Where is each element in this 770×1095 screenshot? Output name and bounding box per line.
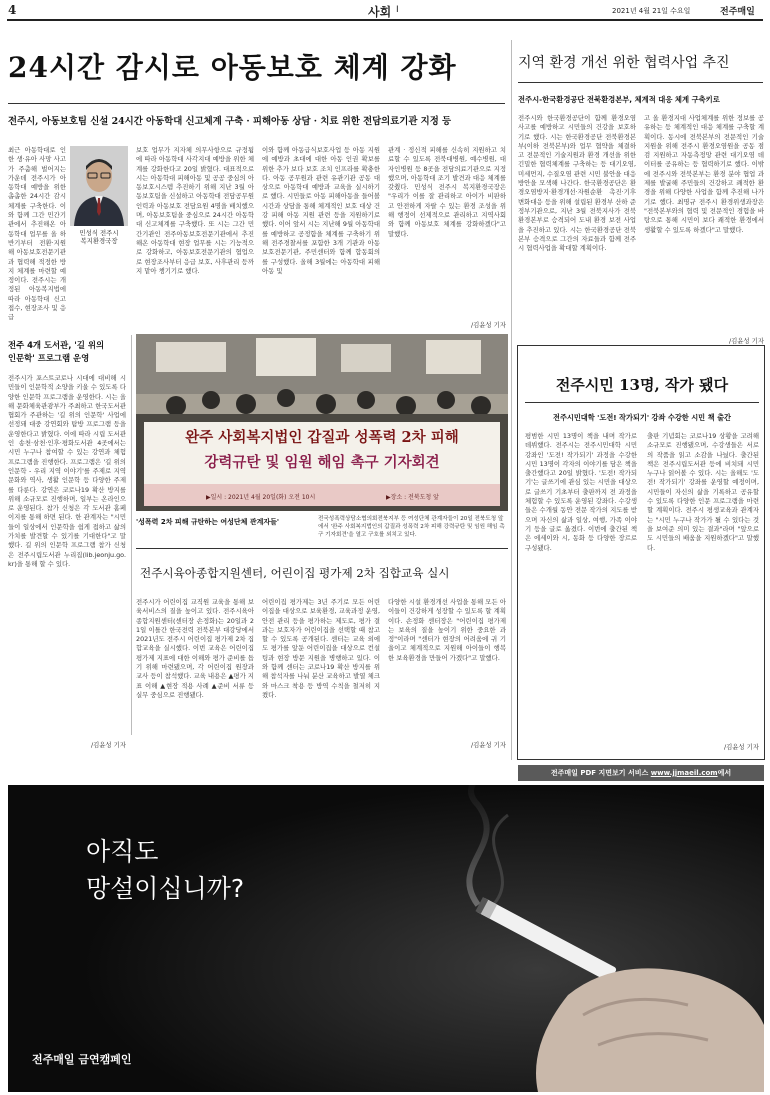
pdf-banner-suffix: 에서 [717, 769, 732, 777]
pdf-service-banner[interactable] [518, 765, 764, 781]
env-col2: 고 올 환경지대 사업체계를 위한 정보를 공유하는 등 체계적인 대응 체계를 구축할 계획이다. 동시에 전북본부의 전문적인 기술지원을 위해 전주시 환경오염원을 공동 점검 지원하고 자동측정망 관련 대기오염 데이터를 공유하는 등 협력하기로 했다. 이밖에 전주시와 전북본부는 환경 분야 협업 과제를 발굴해 주민들의 건강하고 쾌적한 환경을 위해 다양한 사업을 함께 추진해 나가기로 했다. 최명규 전주시 환경위생과장은 "전북본부와의 협력 및 전문적인 경험을 바탕으로 통해 시민이 보다 쾌적한 환경에서 생활할 수 있도록 하겠다"고 말했다. [644, 114, 764, 234]
ad-slogan-line2: 망설이십니까? [86, 874, 245, 903]
childcare-col3: 다양한 시설 환경개선 사업을 통해 모든 아이들이 건강하게 성장할 수 있도록 할 계획이다. 손정화 센터장은 "어린이집 평가제는 보육의 질을 높이기 위한 중요한 과정"이라며 "센터가 현장의 어려움에 귀 기울이고 체계적으로 지원해 아이들이 행복한 보육환경을 만들어 가겠다"고 말했다. [388, 598, 506, 662]
page-number: 4 [8, 3, 17, 17]
portrait-caption [70, 229, 128, 245]
banner-line1: 완주 사회복지법인 갑질과 성폭력 2차 피해 [185, 429, 459, 446]
childcare-headline: 전주시육아종합지원센터, 어린이집 평가제 2차 집합교육 실시 [140, 566, 450, 580]
library-headline-line2: 인문학' 프로그램 운영 [8, 353, 90, 363]
env-headline: 지역 환경 개선 위한 협력사업 추진 [518, 55, 730, 71]
lead-subheadline: 전주시, 아동보호팀 신설 24시간 아동학대 신고체계 구축 · 피해아동 상담 · 치료 위한 전담의료기관 지정 등 [8, 116, 452, 127]
author-col1: 평범한 시민 13명이 책을 내며 작가로 데뷔했다. 전주시는 전주시민대학 시민강좌인 '도전! 작가되기' 과정을 수강한 시민 13명이 각자의 이야기를 담은 책을 출간했다고 20일 밝혔다. '도전! 작가되기'는 글쓰기에 관심 있는 시민을 대상으로 글쓰기 기초부터 출판까지 전 과정을 체험할 수 있도록 운영된 강좌다. 수강생들은 수개월 동안 전문 작가의 지도를 받으며 자신의 삶과 일상, 여행, 가족 이야기 등을 글로 옮겼다. 이번에 출간된 책은 에세이와 시, 동화 등 다양한 장르로 구성됐다. [525, 432, 637, 552]
ad-slogan [86, 833, 244, 907]
left-column-separator [131, 335, 132, 735]
banner-line2: 강력규탄 및 임원 해임 촉구 기자회견 [204, 454, 440, 471]
header-rule [7, 19, 763, 21]
author-col2: 출판 기념회는 코로나19 상황을 고려해 소규모로 진행됐으며, 수강생들은 서로의 작품을 읽고 소감을 나눴다. 출간된 책은 전주시립도서관 등에 비치돼 시민 누구나 읽어볼 수 있다. 시는 올해도 '도전! 작가되기' 강좌를 운영할 예정이며, 시민들이 자신의 삶을 기록하고 공유할 수 있도록 다양한 인문 프로그램을 마련할 계획이다. 전주시 평생교육과 관계자는 "시민 누구나 작가가 될 수 있다는 것을 보여준 의미 있는 결과"라며 "앞으로도 시민들의 배움을 지원하겠다"고 말했다. [647, 432, 759, 552]
env-col1: 전주시와 한국환경공단이 함께 환경오염 사고를 예방하고 시민들의 건강을 보호하기로 했다. 시는 한국환경공단 전북환경본부(이하 전북본부)와 업무 협약을 체결하고 전문적인 기술지원과 환경 개선을 위한 긴밀한 협력체계를 구축하는 등 대기오염, 미세먼지, 수질오염 관련 시민 불안을 대응 방안을 모색해 나간다. 한국환경공단은 환경오염방지·환경개선·자원순환 촉진·기후변화대응 등을 위해 설립된 환경부 산하 준정부기관으로, 지난 3월 전북지사가 전북환경본부로 승격되어 도내 환경 보전 사업을 추진하고 있다. 시는 한국환경공단 전북본부 승격으로 그간의 자료들과 함께 전주시 협력사업을 확대할 계획이다. [518, 114, 636, 253]
lead-col1: 최근 아동학대로 인한 생·유아 사망 사고가 주춤해 벌어지는 가운데 전주시가 아동학대 예방을 위한 촘촘한 24시간 감시체계를 구축한다. 이와 함께 그간 민간기관에서 추진해온 아동학대 업무를 올 하반기부터 전환·지원해 아동보호전문기관과 협력해 적정한 방지 체계를 마련할 예정이다. 전주시는 개정된 아동복지법에 따라 아동학대 신고접수, 현장조사 및 응급 [8, 146, 66, 322]
banner-line4: ▶장소 : 전북도청 앞 [386, 494, 439, 501]
env-subheadline: 전주시-한국환경공단 전북환경본부, 체계적 대응 체계 구축키로 [518, 95, 720, 104]
cigarette-hand-image [8, 785, 764, 1092]
portrait-image [70, 146, 128, 226]
library-body: 전주시가 포스트코로나 시대에 대비해 시민들이 인문학적 소양을 키울 수 있도록 다양한 인문학 프로그램을 운영한다. 시는 올해 문화체육관광부가 주최하고 한국도서관협회가 주관하는 '길 위의 인문학' 사업에 선정돼 대중 강연회와 탐방 프로그램 등을 운영한다고 밝혔다. 이에 따라 시립 도서관인 송천·삼천·인후·평화도서관 4곳에서는 시민 누구나 참여할 수 있는 강연과 체험 프로그램을 진행한다. 프로그램은 '길 위의 인문학 - 우리 지역 이야기'를 주제로 지역 문화와 역사, 생활 인문학 등 다양한 주제를 다룬다. 강연은 코로나19 확산 방지를 위해 소규모로 진행하며, 일부는 온라인으로 운영된다. 참가 신청은 각 도서관 홈페이지를 통해 하면 된다. 한 관계자는 "시민들이 일상에서 인문학을 쉽게 접하고 삶의 가치를 발견할 수 있기를 기대한다"고 말했다. 길 위의 인문학 프로그램 참가 신청은 전주시립도서관 누리집(lib.jeonju.go.kr)을 통해 할 수 있다. [8, 374, 126, 568]
banner-line3: ▶일시 : 2021년 4월 20일(화) 오전 10시 [206, 494, 316, 501]
childcare-byline: /김윤성 기자 [470, 741, 506, 749]
portrait-caption-title: 복지환경국장 [80, 237, 118, 245]
childcare-col2: 어린이집 평가제는 3년 주기로 모든 어린이집을 대상으로 보육환경, 교육과정 운영, 안전 관리 등을 평가하는 제도로, 평가 결과는 보호자가 어린이집을 선택할 때 참고할 수 있도록 공개된다. 센터는 교육 외에도 평가를 앞둔 어린이집을 대상으로 컨설팅과 현장 방문 지원을 병행하고 있다. 이와 함께 센터는 코로나19 확산 방지를 위해 참석자를 나눠 분산 교육하고 발열 체크와 마스크 착용 등 방역 수칙을 철저히 지켰다. [262, 598, 380, 699]
lead-byline: /김윤성 기자 [470, 321, 506, 329]
photo-caption-title: '성폭력 2차 피해 규탄하는 여성단체 관계자들' [136, 518, 280, 526]
lead-col4: 관계 · 정신적 피해를 신속히 지원하고 치료할 수 있도록 전북대병원, 예수병원, 대자인병원 등 8곳을 전담의료기관으로 지정했으며, 아동학대 조기 발견과 대응 체계를 갖췄다. 민성식 전주시 복지환경국장은 "우리가 이를 잘 관리하고 아이가 비판하고 안전하게 자랄 수 있는 환경 조성을 위해 행정이 선제적으로 관리하고 지역사회와 함께 아동보호 체계를 강화하겠다"고 말했다. [388, 146, 506, 238]
protest-photo [136, 334, 508, 511]
issue-date: 2021년 4월 21일 수요일 [612, 7, 691, 15]
env-divider [518, 82, 763, 83]
env-byline: /김윤성 기자 [728, 337, 764, 345]
pdf-banner-url[interactable]: www.jjmaeil.com [650, 769, 718, 777]
lead-col3: 이와 함께 아동급식보호사업 등 아동 지원에 예방과 초대에 대한 아동 인권 확보를 위한 추가 보다 보호 조치 인프라를 확충한다. 아동 공무원과 관련 유관기관 공동 대상으로 아동학대 예방과 교육을 실시하기로 했다. 시민들로 아동 피해아동을 들어볼 시간과 상담을 통해 체계적인 보호 대상 건강 피해 아동 지원 관련 등을 지원하기로 했다. 이어 앞서 시는 지난해 9월 아동학대를 예방하고 공정함을 체계를 구축하기 위해 전주경찰서를 포함한 3개 기관과 아동보호전문기관, 주민센터와 함께 합동회의를 구성했다. 올해 3월에는 아동학대 피해 아동 및 [262, 146, 380, 275]
lead-divider [8, 103, 505, 104]
author-headline: 전주시민 13명, 작가 됐다 [555, 376, 729, 394]
protest-photo-image [136, 334, 508, 511]
author-byline: /김윤성 기자 [723, 743, 759, 751]
no-smoking-ad [8, 785, 764, 1092]
paper-name: 전주매일 [720, 7, 755, 17]
section-mark: I [396, 5, 399, 15]
childcare-col1: 전주시가 어린이집 교직원 교육을 통해 보육서비스의 질을 높이고 있다. 전주시육아종합지원센터(센터장 손정화)는 20일과 21일 이틀간 한국전력 전북본부 대강당에서 2021년도 전주시 어린이집 평가제 2차 집합교육을 실시했다. 이번 교육은 어린이집 평가제 지표에 대한 이해와 평가 준비를 돕기 위해 마련됐으며, 각 어린이집 원장과 교사 등이 참석했다. 교육 내용은 ▲평가 지표 이해 ▲현장 적용 사례 ▲준비 서류 등 실무 중심으로 진행됐다. [136, 598, 254, 699]
pdf-banner-text: 전주매일 PDF 지면보기 서비스 [550, 769, 651, 777]
portrait-caption-name: 민성식 전주시 [79, 229, 119, 237]
photo-caption-text: 전국성폭력상담소협의회전북지부 등 여성단체 관계자들이 20일 전북도청 앞에서 '완주 사회복지법인의 갑질과 성폭력 2차 피해 강력규탄 및 임원 해임 촉구 기자회견'을 열고 구호를 외치고 있다. [318, 516, 505, 538]
ad-slogan-line1: 아직도 [86, 837, 159, 866]
column-separator [511, 40, 512, 760]
official-portrait [70, 146, 128, 226]
photo-caption-divider [136, 548, 508, 549]
library-byline: /김윤성 기자 [90, 741, 126, 749]
ad-footer: 전주매일 금연캠페인 [32, 1053, 132, 1066]
library-headline-line1: 전주 4개 도서관, '길 위의 [8, 340, 105, 350]
lead-col2: 보호 업무가 지자체 의무사항으로 규정됨에 따라 아동학대 사각지대 예방을 위한 체계를 강화한다고 20일 밝혔다. 대표적으로 시는 아동학대 피해아동 및 공공 중심의 아동보호시스템 추진하기 위해 지난 3월 아동보호팀을 신설하고 아동학대 전담공무원 인력과 아동보호 전담요원 4명을 배치했으며, 아동보호팀을 중심으로 24시간 아동학대 신고체계를 구축했다. 또 시는 그간 민간기관인 전주아동보호전문기관에서 추진해온 아동학대 현장 업무를 시는 기능적으로 강화하고, 아동보호전문기관의 협업으로 현장조사부터 응급 보호, 사후관리 등까지 맡아 챙기기로 했다. [136, 146, 254, 275]
lead-headline: 24시간 감시로 아동보호 체계 강화 [8, 51, 457, 84]
author-divider [525, 402, 759, 403]
section-name: 사회 [368, 5, 392, 19]
author-subheadline: 전주시민대학 '도전! 작가되기' 강좌 수강한 시민 책 출간 [553, 413, 731, 422]
library-headline [8, 339, 128, 365]
